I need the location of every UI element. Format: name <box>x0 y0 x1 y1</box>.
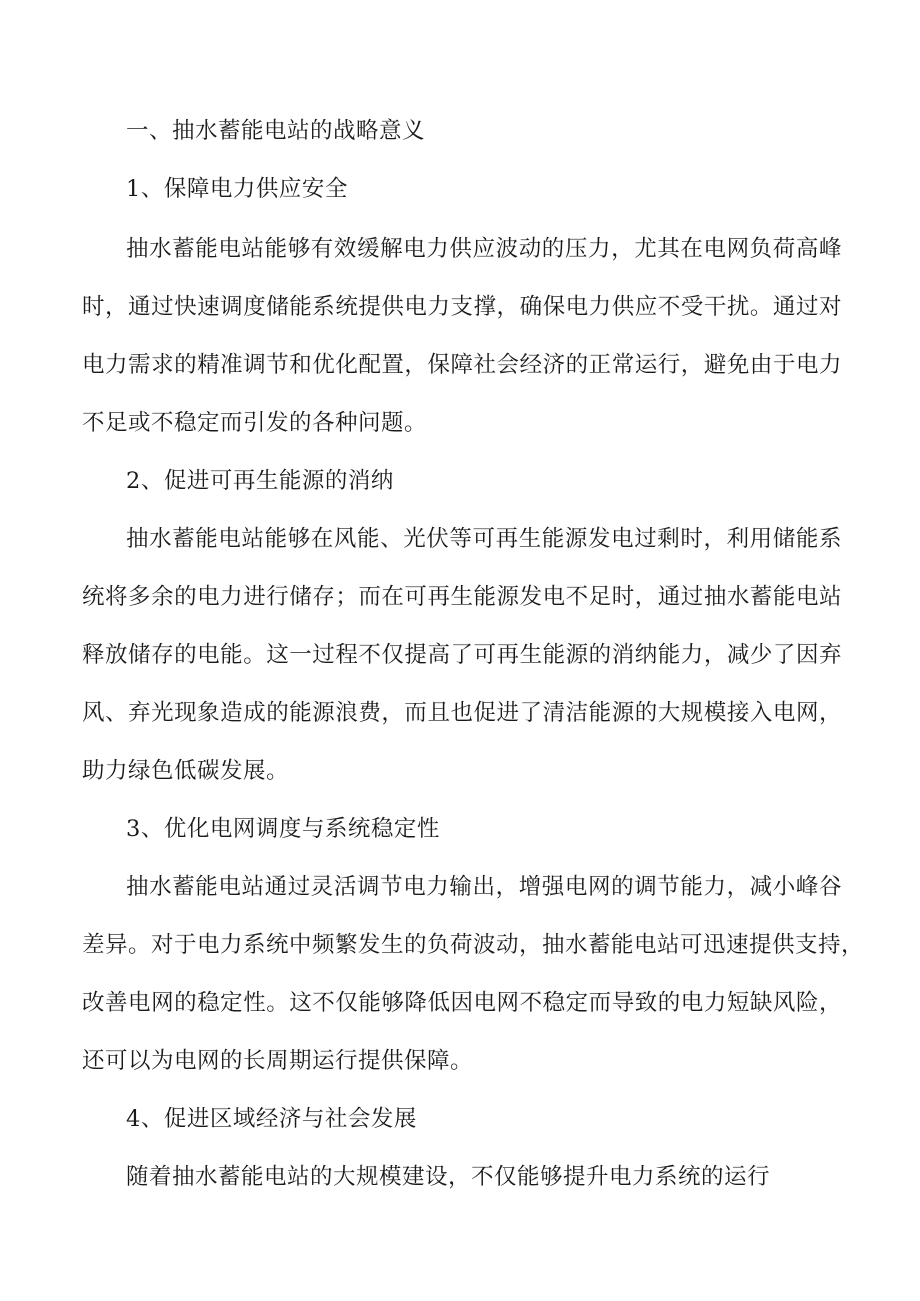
paragraph-line: 时，通过快速调度储能系统提供电力支撑，确保电力供应不受干扰。通过对 <box>82 294 842 320</box>
section-title: 一、抽水蓄能电站的战略意义 <box>126 118 426 144</box>
paragraph-line: 还可以为电网的长周期运行提供保障。 <box>82 1048 474 1074</box>
paragraph-line: 抽水蓄能电站能够在风能、光伏等可再生能源发电过剩时，利用储能系 <box>126 526 842 552</box>
item-heading: 1、保障电力供应安全 <box>126 176 348 202</box>
item-heading: 4、促进区域经济与社会发展 <box>126 1106 417 1132</box>
item-heading: 3、优化电网调度与系统稳定性 <box>126 816 440 842</box>
paragraph-line: 助力绿色低碳发展。 <box>82 758 290 784</box>
paragraph-line: 不足或不稳定而引发的各种问题。 <box>82 410 428 436</box>
paragraph-line: 释放储存的电能。这一过程不仅提高了可再生能源的消纳能力，减少了因弃 <box>82 642 842 668</box>
paragraph-line: 随着抽水蓄能电站的大规模建设，不仅能够提升电力系统的运行 <box>126 1164 771 1190</box>
paragraph-line: 统将多余的电力进行储存；而在可再生能源发电不足时，通过抽水蓄能电站 <box>82 584 842 610</box>
paragraph-line: 差异。对于电力系统中频繁发生的负荷波动，抽水蓄能电站可迅速提供支持， <box>82 932 865 958</box>
paragraph-line: 抽水蓄能电站能够有效缓解电力供应波动的压力，尤其在电网负荷高峰 <box>126 236 842 262</box>
paragraph-line: 风、弃光现象造成的能源浪费，而且也促进了清洁能源的大规模接入电网， <box>82 700 842 726</box>
paragraph-line: 抽水蓄能电站通过灵活调节电力输出，增强电网的调节能力，减小峰谷 <box>126 874 842 900</box>
paragraph-line: 电力需求的精准调节和优化配置，保障社会经济的正常运行，避免由于电力 <box>82 352 842 378</box>
item-heading: 2、促进可再生能源的消纳 <box>126 468 394 494</box>
paragraph-line: 改善电网的稳定性。这不仅能够降低因电网不稳定而导致的电力短缺风险， <box>82 990 842 1016</box>
